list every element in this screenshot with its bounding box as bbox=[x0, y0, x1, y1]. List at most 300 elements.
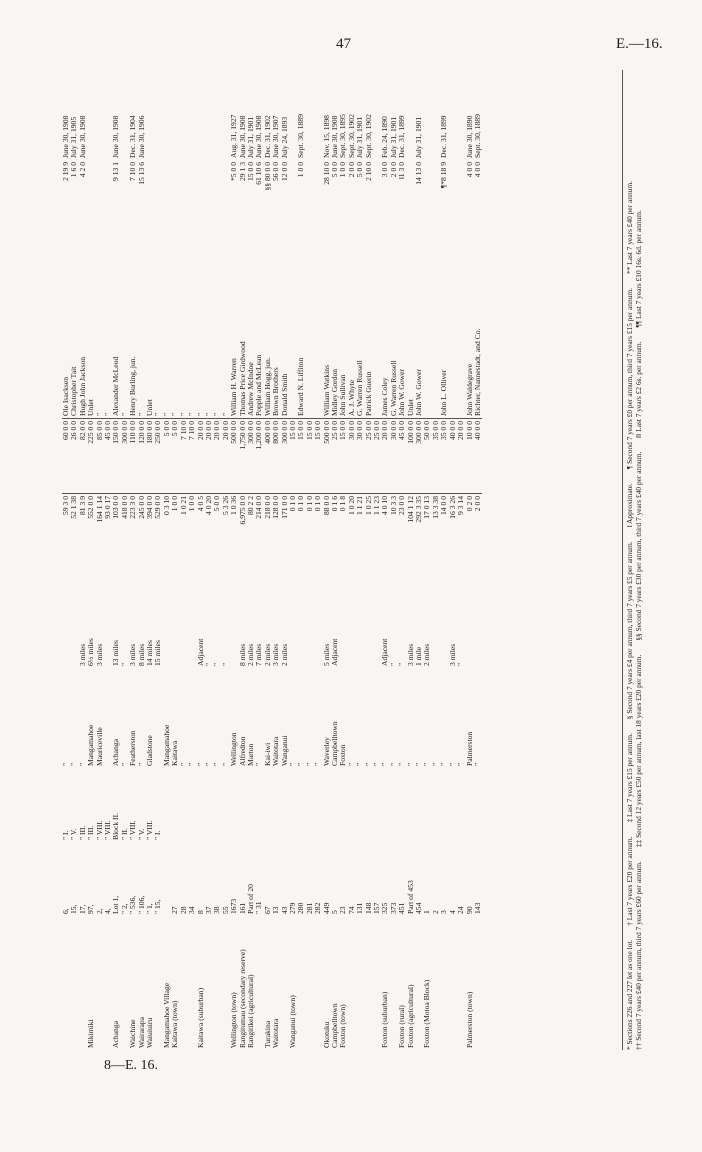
cell-rent: 120 0 0 bbox=[138, 419, 146, 494]
cell-area: 1 1 21 bbox=[355, 496, 365, 515]
cell-expiry bbox=[154, 28, 162, 160]
cell-township: " bbox=[313, 762, 323, 766]
cell-block bbox=[213, 768, 221, 842]
cell-rent: 10 0 0 bbox=[466, 419, 474, 494]
cell-expiry: June 30, 1907 bbox=[271, 115, 281, 158]
cell-area: 1 0 36 bbox=[229, 496, 239, 515]
cell-township: Foxton bbox=[338, 744, 348, 766]
footnote: ‖‖ Last 7 years £2 6s. per annum. bbox=[634, 341, 643, 438]
cell-district bbox=[62, 916, 70, 1050]
cell-township: " bbox=[380, 762, 390, 766]
cell-section: 38 bbox=[212, 906, 222, 914]
cell-block bbox=[314, 768, 322, 842]
cell-rent: 250 0 0 bbox=[154, 419, 162, 494]
cell-expiry bbox=[87, 28, 95, 160]
cell-lessee: G. Warren Russell bbox=[356, 234, 364, 419]
cell-section: 143 bbox=[472, 902, 482, 914]
cell-area: 5 3 26 bbox=[220, 496, 230, 515]
cell-block bbox=[163, 768, 171, 842]
cell-section: " 15, bbox=[153, 899, 163, 914]
cell-lessee: Unlet bbox=[407, 234, 415, 419]
cell-area: 418 0 0 bbox=[119, 496, 129, 519]
cell-area: 10 3 3 bbox=[388, 496, 398, 515]
footnote: †† Second 7 years £40 per annum, third 7 years £60 per annum. bbox=[634, 861, 643, 1050]
cell-block bbox=[281, 768, 289, 842]
cell-rent: 300 0 0 bbox=[415, 419, 423, 494]
cell-expiry: Sept. 30, 1902 bbox=[346, 114, 356, 158]
cell-area: 5 0 0 bbox=[212, 496, 222, 512]
cell-area: 0 2 0 bbox=[464, 496, 474, 512]
cell-cost: ¶*8 18 9 bbox=[439, 162, 449, 189]
cell-lessee: Unlet bbox=[87, 234, 95, 419]
cell-lessee bbox=[306, 234, 314, 419]
cell-area: 0 1 0 bbox=[296, 496, 306, 512]
cell-distance: " bbox=[212, 662, 222, 666]
cell-township: " bbox=[422, 762, 432, 766]
table-row bbox=[390, 28, 398, 1050]
cell-block bbox=[180, 768, 188, 842]
cell-township: " bbox=[397, 762, 407, 766]
cell-cost: §§ 80 0 0 bbox=[262, 162, 272, 191]
cell-section: 27 bbox=[170, 906, 180, 914]
cell-area: 0 1 8 bbox=[338, 496, 348, 512]
cell-area: 164 1 14 bbox=[94, 496, 104, 523]
cell-section: 157 bbox=[372, 902, 382, 914]
table-row bbox=[373, 28, 381, 1050]
cell-expiry bbox=[180, 28, 188, 160]
cell-rent: 225 0 0 bbox=[87, 419, 95, 494]
cell-cost bbox=[197, 160, 205, 234]
cell-distance bbox=[432, 578, 440, 668]
cell-rent: 35 0 0 bbox=[432, 419, 440, 494]
cell-area: 171 0 0 bbox=[279, 496, 289, 519]
cell-district: Mikimiki bbox=[86, 1019, 96, 1048]
cell-block bbox=[398, 768, 406, 842]
cell-lessee: John W. Gower bbox=[415, 234, 423, 419]
cell-section: 17, bbox=[77, 904, 87, 914]
cell-section: " 536, bbox=[128, 895, 138, 914]
cell-block bbox=[407, 768, 415, 842]
cell-area: 0 3 10 bbox=[161, 496, 171, 515]
cell-area: 0 1 0 bbox=[304, 496, 314, 512]
cell-expiry: July 31, 1901 bbox=[245, 116, 255, 158]
table-row bbox=[365, 28, 373, 1050]
cell-lessee bbox=[423, 234, 431, 419]
cell-district bbox=[213, 916, 221, 1050]
cell-lessee: " bbox=[180, 234, 188, 419]
cell-district bbox=[297, 916, 305, 1050]
cell-distance: 13 miles bbox=[111, 640, 121, 666]
cell-expiry: Dec. 31, 1904 bbox=[128, 115, 138, 158]
cell-cost: 7 10 0 bbox=[128, 162, 138, 181]
cell-cost: 14 13 0 bbox=[414, 162, 424, 185]
cell-expiry: Sept. 30, 1889 bbox=[472, 114, 482, 158]
table-row bbox=[70, 28, 78, 1050]
cell-section: " 106, bbox=[136, 895, 146, 914]
cell-area: 223 3 0 bbox=[128, 496, 138, 519]
cell-distance: " bbox=[220, 662, 230, 666]
cell-cost: 2 10 0 bbox=[363, 162, 373, 181]
cell-rent: 30 0 0 bbox=[356, 419, 364, 494]
cell-distance: 3 miles bbox=[447, 643, 457, 666]
cell-lessee: Thomas Price Girdwood bbox=[239, 234, 247, 419]
leases-table bbox=[62, 28, 482, 1050]
cell-lessee: " bbox=[104, 234, 112, 419]
footnote: ‡ Last 7 years £15 per annum. bbox=[625, 733, 634, 823]
cell-area: 4 0 5 bbox=[195, 496, 205, 512]
cell-section: 15, bbox=[69, 904, 79, 914]
cell-district bbox=[440, 916, 448, 1050]
cell-area: 552 0 0 bbox=[86, 496, 96, 519]
cell-area: 218 0 0 bbox=[262, 496, 272, 519]
cell-township: " bbox=[296, 762, 306, 766]
cell-section: 279 bbox=[287, 902, 297, 914]
cell-township: " bbox=[405, 762, 415, 766]
cell-township: Palmerston bbox=[464, 731, 474, 766]
cell-block bbox=[205, 768, 213, 842]
cell-rent: 50 0 0 bbox=[423, 419, 431, 494]
cell-lessee: Unlet bbox=[146, 234, 154, 419]
cell-distance: " bbox=[456, 662, 466, 666]
cell-block bbox=[230, 768, 238, 842]
cell-lessee: John L. Olliver bbox=[440, 234, 448, 419]
cell-area: 292 3 35 bbox=[414, 496, 424, 523]
cell-block bbox=[331, 768, 339, 842]
cell-rent: 15 0 0 bbox=[289, 419, 297, 494]
cell-expiry bbox=[423, 28, 431, 160]
cell-distance: 3 miles bbox=[128, 643, 138, 666]
cell-distance: 3 miles bbox=[405, 643, 415, 666]
cell-township: Mangamahoe bbox=[161, 724, 171, 766]
cell-rent: 300 0 0 bbox=[121, 419, 129, 494]
cell-section: 2, bbox=[94, 908, 104, 914]
cell-distance bbox=[180, 578, 188, 668]
cell-township: " bbox=[203, 762, 213, 766]
cell-expiry bbox=[146, 28, 154, 160]
cell-district: Campbelltown bbox=[330, 1003, 339, 1048]
cell-rent: 5 0 0 bbox=[171, 419, 179, 494]
cell-lessee: William Watkins bbox=[323, 234, 331, 419]
cell-district: Rangitikei (agricultural) bbox=[245, 974, 255, 1048]
cell-section: 24 bbox=[456, 906, 466, 914]
cell-area: 394 0 0 bbox=[145, 496, 155, 519]
cell-distance: 1 mile bbox=[414, 646, 424, 666]
cell-expiry: July 31, 1901 bbox=[414, 116, 424, 158]
cell-section: 34 bbox=[187, 906, 197, 914]
cell-rent: 40 0 0 bbox=[449, 419, 457, 494]
cell-township: " bbox=[304, 762, 314, 766]
cell-area: 4 0 20 bbox=[203, 496, 213, 515]
table-row bbox=[154, 28, 162, 1050]
cell-lessee: Christopher Tait bbox=[70, 234, 78, 419]
cell-rent: 15 0 0 bbox=[314, 419, 322, 494]
cell-distance bbox=[348, 578, 356, 668]
cell-section: 161 bbox=[237, 902, 247, 914]
cell-expiry: Aug. 31, 1927 bbox=[229, 114, 239, 158]
cell-township: " bbox=[372, 762, 382, 766]
cell-block: " II. bbox=[119, 828, 129, 840]
cell-section: 3 bbox=[439, 910, 449, 914]
cell-township: " bbox=[119, 762, 129, 766]
table-row bbox=[171, 28, 179, 1050]
cell-lessee: Patrick Guerin bbox=[365, 234, 373, 419]
cell-township: " bbox=[346, 762, 356, 766]
cell-township: Waitotara bbox=[271, 736, 281, 766]
cell-area: 1 0 21 bbox=[178, 496, 188, 515]
cell-rent: 20 0 0 bbox=[381, 419, 389, 494]
cell-cost: 2 0 0 bbox=[388, 162, 398, 178]
cell-township: " bbox=[254, 762, 264, 766]
cell-expiry: July 24, 1893 bbox=[279, 116, 289, 158]
cell-lessee: " bbox=[154, 234, 162, 419]
cell-lessee: A. J. Whyte bbox=[348, 234, 356, 419]
cell-section: 8 bbox=[195, 910, 205, 914]
cell-block bbox=[449, 768, 457, 842]
cell-rent: 150 0 0 bbox=[112, 419, 120, 494]
table-row bbox=[348, 28, 356, 1050]
cell-cost: 12 0 0 bbox=[279, 162, 289, 181]
table-row bbox=[264, 28, 272, 1050]
cell-lessee: John Sullivan bbox=[339, 234, 347, 419]
cell-township: " bbox=[195, 762, 205, 766]
cell-cost: 56 0 0 bbox=[271, 162, 281, 181]
cell-block bbox=[272, 768, 280, 842]
cell-distance bbox=[163, 578, 171, 668]
cell-township: Kai-iwi bbox=[262, 742, 272, 766]
cell-area: 104 1 12 bbox=[405, 496, 415, 523]
cell-rent: 20 0 0 bbox=[457, 419, 465, 494]
cell-lessee: G. Warren Russell bbox=[390, 234, 398, 419]
table-row bbox=[297, 28, 305, 1050]
cell-block: " VIII. bbox=[94, 820, 104, 840]
cell-township: " bbox=[69, 762, 79, 766]
cell-cost bbox=[96, 160, 104, 234]
cell-distance bbox=[466, 578, 474, 668]
footnote: § Second 7 years £4 per annum, third 7 years £5 per annum. bbox=[625, 541, 634, 720]
cell-lessee: Alexander McLeod bbox=[112, 234, 120, 419]
table-row bbox=[205, 28, 213, 1050]
table-row bbox=[289, 28, 297, 1050]
cell-lessee: " bbox=[197, 234, 205, 419]
cell-lessee: John Waldegrave bbox=[466, 234, 474, 419]
cell-block bbox=[474, 768, 482, 842]
cell-rent: 35 0 0 bbox=[440, 419, 448, 494]
cell-district: Palmerston (town) bbox=[464, 991, 474, 1048]
cell-cost bbox=[188, 160, 196, 234]
cell-distance: 2 miles bbox=[262, 643, 272, 666]
cell-block bbox=[365, 768, 373, 842]
cell-district bbox=[306, 916, 314, 1050]
cell-expiry: Sept. 30, 1902 bbox=[363, 114, 373, 158]
table-row bbox=[188, 28, 196, 1050]
cell-distance: 15 miles bbox=[153, 640, 163, 666]
cell-distance: Adjacent bbox=[195, 638, 205, 666]
cell-township: Kaitawa bbox=[170, 740, 180, 766]
cell-township: Campbelltown bbox=[330, 721, 339, 766]
cell-rent: 25 0 0 bbox=[365, 419, 373, 494]
cell-lessee: " bbox=[96, 234, 104, 419]
cell-district: Waiuiuiru bbox=[145, 1017, 155, 1048]
table-row bbox=[230, 28, 238, 1050]
cell-rent: 25 0 0 bbox=[331, 419, 339, 494]
cell-rent: 1,750 0 0 bbox=[239, 419, 247, 494]
cell-district: Foxton (town) bbox=[338, 1004, 348, 1048]
cell-cost bbox=[423, 160, 431, 234]
cell-rent: 45 0 0 bbox=[104, 419, 112, 494]
cell-area: 1 0 0 bbox=[170, 496, 180, 512]
cell-township: Featherston bbox=[128, 730, 138, 766]
cell-section: 97, bbox=[86, 904, 96, 914]
cell-township: Alfredton bbox=[237, 736, 247, 766]
cell-cost: 2 19 9 bbox=[61, 162, 70, 181]
cell-district: Okotuku bbox=[321, 1021, 331, 1048]
cell-block bbox=[373, 768, 381, 842]
cell-lessee: " bbox=[222, 234, 230, 419]
cell-township: Gladstone bbox=[145, 735, 155, 766]
cell-area: 1 0 0 bbox=[187, 496, 197, 512]
table-row bbox=[213, 28, 221, 1050]
cell-township: " bbox=[187, 762, 197, 766]
cell-lessee: Ole Isacksen bbox=[62, 234, 70, 419]
cell-district bbox=[449, 916, 457, 1050]
table-row bbox=[180, 28, 188, 1050]
cell-lessee: " bbox=[138, 234, 146, 419]
cell-section: 5 bbox=[330, 910, 339, 914]
cell-expiry bbox=[197, 28, 205, 160]
cell-area: 1 0 20 bbox=[346, 496, 356, 515]
footnote: ‡‡ Second 12 years £50 per annum, last 18 years £20 per annum. bbox=[634, 654, 643, 848]
cell-cost: 9 13 1 bbox=[111, 162, 121, 181]
cell-district: Foxton (Motoa Block) bbox=[422, 979, 432, 1048]
cell-block bbox=[297, 768, 305, 842]
table-row bbox=[331, 28, 339, 1050]
cell-distance bbox=[62, 578, 70, 668]
cell-area: 6,975 0 0 bbox=[237, 496, 247, 525]
cell-area: 14 0 0 bbox=[439, 496, 449, 515]
cell-lessee: " bbox=[121, 234, 129, 419]
cell-distance: 3 miles bbox=[94, 643, 104, 666]
cell-cost bbox=[87, 160, 95, 234]
cell-section: " 2, bbox=[119, 903, 129, 914]
cell-distance: 2 miles bbox=[279, 643, 289, 666]
cell-area: 88 0 0 bbox=[321, 496, 331, 515]
cell-expiry: Sept. 30, 1895 bbox=[338, 114, 348, 158]
cell-district: Wellington (town) bbox=[229, 992, 239, 1048]
page-number: 47 bbox=[336, 36, 351, 52]
cell-block bbox=[188, 768, 196, 842]
cell-lessee: Andrew McIndoe bbox=[247, 234, 255, 419]
cell-district: Wanganui (town) bbox=[287, 995, 297, 1048]
cell-cost bbox=[205, 160, 213, 234]
cell-district bbox=[96, 916, 104, 1050]
cell-expiry bbox=[449, 28, 457, 160]
cell-district: Wairarapa bbox=[136, 1016, 146, 1048]
cell-area: 16 3 26 bbox=[447, 496, 457, 519]
cell-section: Part of 20 bbox=[245, 884, 255, 914]
cell-township: Wellington bbox=[229, 732, 239, 766]
cell-expiry: July 31, 1905 bbox=[69, 116, 79, 158]
cell-section: 282 bbox=[313, 902, 323, 914]
cell-district bbox=[365, 916, 373, 1050]
cell-lessee: " bbox=[163, 234, 171, 419]
signature-mark: 8—E. 16. bbox=[104, 1058, 159, 1073]
cell-area: 0 1 6 bbox=[330, 496, 339, 512]
cell-area: 214 0 0 bbox=[254, 496, 264, 519]
cell-lessee: Midley Gordon bbox=[331, 234, 339, 419]
cell-township: " bbox=[287, 762, 297, 766]
cell-township: Mangamahoe bbox=[86, 724, 96, 766]
cell-rent: 30 0 0 bbox=[348, 419, 356, 494]
cell-section: 451 bbox=[397, 902, 407, 914]
cell-distance bbox=[171, 578, 179, 668]
cell-lessee: Richter, Nannestadt, and Co. bbox=[474, 234, 482, 419]
cell-block bbox=[432, 768, 440, 842]
table-row bbox=[466, 28, 474, 1050]
cell-distance bbox=[356, 578, 364, 668]
cell-district bbox=[205, 916, 213, 1050]
cell-block: " VIII. bbox=[145, 820, 155, 840]
cell-expiry bbox=[205, 28, 213, 160]
cell-distance bbox=[289, 578, 297, 668]
cell-cost: 2 0 0 bbox=[346, 162, 356, 178]
cell-rent: 500 0 0 bbox=[230, 419, 238, 494]
cell-area: 13 3 38 bbox=[430, 496, 440, 519]
cell-expiry: June 30, 1908 bbox=[111, 115, 121, 158]
cell-lessee: " bbox=[205, 234, 213, 419]
cell-cost bbox=[180, 160, 188, 234]
cell-distance: 14 miles bbox=[145, 640, 155, 666]
cell-district: Rangitumau (secondary reserve) bbox=[237, 949, 247, 1048]
cell-distance: 3 miles bbox=[271, 643, 281, 666]
cell-area: 1 0 25 bbox=[363, 496, 373, 515]
footnotes bbox=[622, 70, 643, 1050]
cell-district bbox=[432, 916, 440, 1050]
table-row bbox=[163, 28, 171, 1050]
table-row bbox=[356, 28, 364, 1050]
cell-block: " III. bbox=[77, 825, 87, 840]
cell-distance bbox=[339, 578, 347, 668]
cell-lessee: Edward N. Liffiton bbox=[297, 234, 305, 419]
cell-rent: 180 0 0 bbox=[146, 419, 154, 494]
cell-distance: " bbox=[203, 662, 213, 666]
cell-distance bbox=[306, 578, 314, 668]
cell-area: 4 0 10 bbox=[380, 496, 390, 515]
cell-expiry: Dec. 31, 1899 bbox=[439, 115, 449, 158]
cell-block bbox=[339, 768, 347, 842]
cell-rent: 5 0 0 bbox=[163, 419, 171, 494]
cell-section: 4, bbox=[103, 908, 113, 914]
cell-lessee: " bbox=[171, 234, 179, 419]
cell-cost bbox=[213, 160, 221, 234]
cell-cost bbox=[163, 160, 171, 234]
cell-expiry: June 30, 1908 bbox=[61, 115, 70, 158]
cell-township: Mauriceville bbox=[94, 727, 104, 766]
cell-section: 90 bbox=[464, 906, 474, 914]
cell-distance bbox=[365, 578, 373, 668]
cell-block bbox=[466, 768, 474, 842]
landscape-table-page bbox=[62, 70, 686, 1050]
table-row bbox=[112, 28, 120, 1050]
cell-block: " I. bbox=[153, 830, 163, 840]
cell-section: 4 bbox=[447, 910, 457, 914]
cell-block bbox=[390, 768, 398, 842]
cell-block bbox=[415, 768, 423, 842]
cell-lessee bbox=[449, 234, 457, 419]
cell-township: " bbox=[220, 762, 230, 766]
cell-township: Wanganui bbox=[279, 735, 289, 766]
cell-district bbox=[356, 916, 364, 1050]
cell-section: 2 bbox=[430, 910, 440, 914]
